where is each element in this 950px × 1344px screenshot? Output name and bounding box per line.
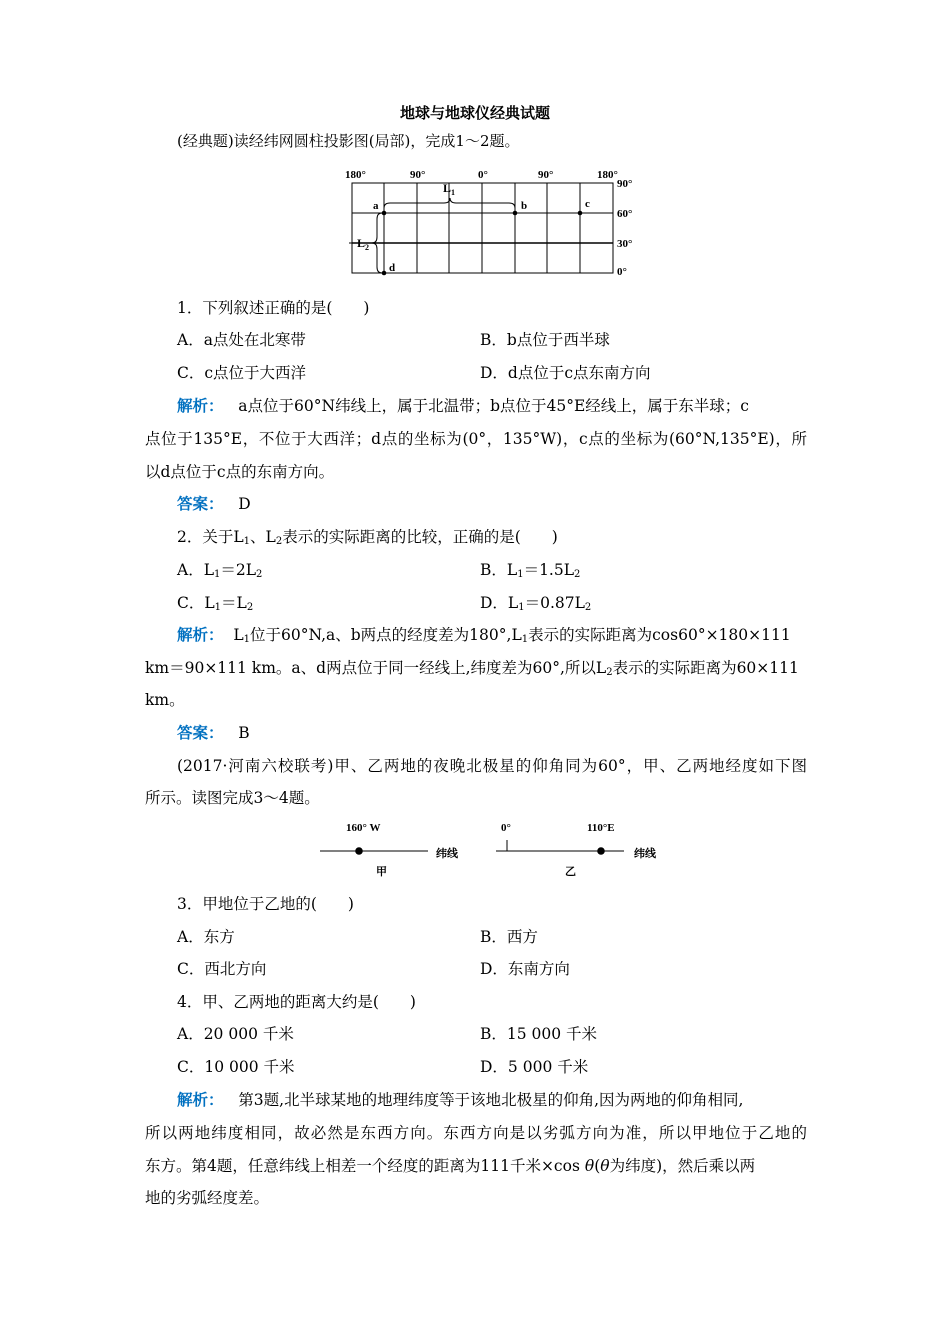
q2-jiexi-line-3: km。 [145,691,185,709]
point-c [578,211,583,216]
q4-stem: 4．甲、乙两地的距离大约是( ) [177,993,416,1011]
q3-stem: 3．甲地位于乙地的( ) [177,895,354,913]
q2-jiexi-line-1: 解析： $L_1$位于60°N,a、b两点的经度差为$180^\circ,L_1$表示的实际距离为cos60°×180×111 [177,625,791,645]
point-c-label: c [585,198,590,210]
jia-line-label: 纬线 [436,848,458,860]
q1-answer: 答案： D [177,494,251,513]
q34-jiexi-line-4: 地的劣弧经度差。 [145,1189,270,1207]
q2-option-b: B．$L_1=1.5L_2$ [480,561,581,580]
q2-option-a: A．$L_1=2L_2$ [177,561,263,580]
q34-jiexi-line-2: 所以两地纬度相同，故必然是东西方向。东西方向是以劣弧方向为准，所以甲地位于乙地的 [145,1124,807,1142]
q1-option-c: C．c点位于大西洋 [177,364,307,382]
lat-label-60: 60° [617,208,633,220]
lon-label-180w: 180° [345,169,366,181]
point-b [513,211,518,216]
yi-name: 乙 [565,866,576,878]
q1-option-a: A．a点处在北寒带 [177,331,306,349]
q1-jiexi-line-3: 以d点位于c点的东南方向。 [145,463,335,481]
q2-stem: 2．关于$L_1$、$L_2$表示的实际距离的比较，正确的是( ) [177,528,558,547]
jia-lon-label: 160° W [346,822,381,834]
q1-option-d: D．d点位于c点东南方向 [480,364,651,382]
jia-name: 甲 [376,866,387,878]
lat-label-90: 90° [617,178,633,190]
lon-label-90e: 90° [538,169,554,181]
q1-jiexi-label: 解析： [177,396,224,415]
lon-label-0: 0° [478,169,488,181]
page-title: 地球与地球仪经典试题 [399,104,550,122]
q34-jiexi-line-3: 东方。第4题，任意纬线上相差一个经度的距离为111千米×cos θ(θ为纬度)，然后乘以两 [145,1157,756,1175]
intro-2-line-2: 所示。读图完成3～4题。 [145,789,320,807]
q2-jiexi-line-2: km＝90×111 km。a、d两点位于同一经线上,纬度差为60°,所以$L_2$表示的实际距离为60×111 [145,659,799,678]
yi-point [597,847,605,855]
q3-option-d: D．东南方向 [480,960,570,978]
lat-labels [617,178,632,278]
grid-lines [352,183,613,273]
q4-option-b: B．15 000 千米 [480,1025,598,1043]
q4-option-c: C．10 000 千米 [177,1058,295,1076]
point-d [382,271,387,276]
L2-label: $L_2$ [357,236,370,252]
point-d-label: d [389,262,396,274]
intro-1: (经典题)读经纬网圆柱投影图(局部)，完成1～2题。 [177,132,520,150]
intro-2-line-1: (2017·河南六校联考)甲、乙两地的夜晚北极星的仰角同为60°，甲、乙两地经度如下图 [177,757,807,775]
figure-2-latitude-lines [318,818,668,880]
lon-label-180e: 180° [597,169,618,181]
q3-option-a: A．东方 [177,928,235,946]
figure-1-grid-map [330,163,650,283]
yi-lon-label: 110°E [587,822,615,834]
q1-option-b: B．b点位于西半球 [480,331,610,349]
point-a-label: a [373,200,379,212]
L1-label: $L_1$ [443,181,456,197]
lon-label-90w: 90° [410,169,426,181]
lat-label-0: 0° [617,266,627,278]
yi-zero-label: 0° [501,822,511,834]
q1-jiexi-line-1: 解析： a点位于60°N纬线上，属于北温带；b点位于45°E经线上，属于东半球；c [177,396,749,415]
q3-option-c: C．西北方向 [177,960,267,978]
q3-option-b: B．西方 [480,928,538,946]
q1-stem: 1．下列叙述正确的是( ) [177,299,370,317]
q4-option-a: A．20 000 千米 [177,1025,294,1043]
q2-answer: 答案： B [177,723,250,742]
q4-option-d: D．5 000 千米 [480,1058,589,1076]
q2-option-c: C．$L_1=L_2$ [177,594,254,613]
yi-line-label: 纬线 [634,848,656,860]
lat-label-30: 30° [617,238,633,250]
lon-labels [345,169,618,181]
point-b-label: b [521,200,528,212]
point-a [382,211,387,216]
q34-jiexi-line-1: 解析： 第3题,北半球某地的地理纬度等于该地北极星的仰角,因为两地的仰角相同, [177,1090,744,1109]
q1-jiexi-line-2: 点位于135°E，不位于大西洋；d点的坐标为(0°，135°W)，c点的坐标为(60°N,135°E)，所 [145,430,807,448]
jia-point [355,847,363,855]
q2-option-d: D．$L_1=0.87L_2$ [480,594,592,613]
